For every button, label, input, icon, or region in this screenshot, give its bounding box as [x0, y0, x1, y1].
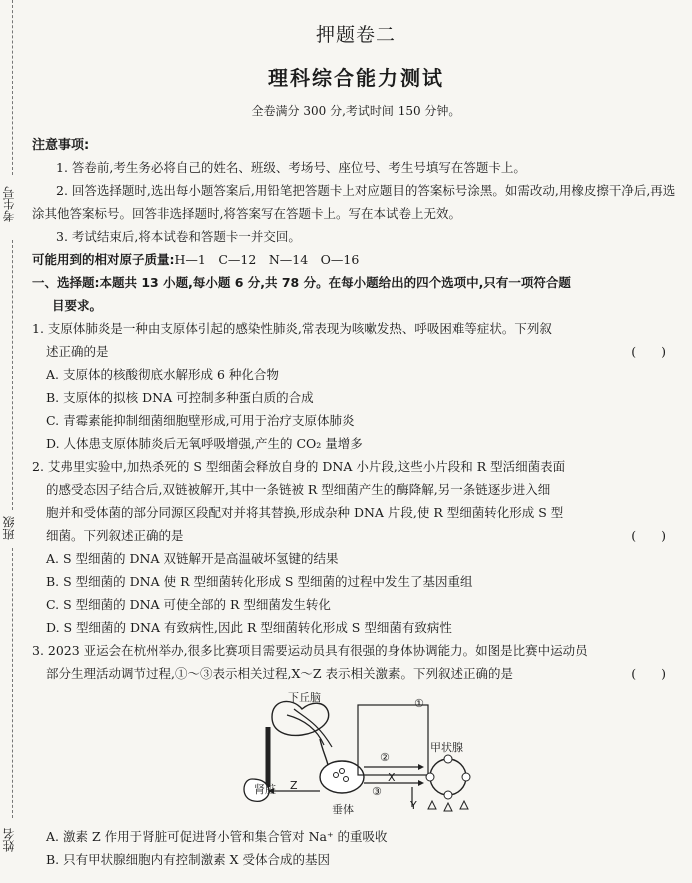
- label-hormone-y: Y: [410, 799, 417, 812]
- hormone-regulation-figure: [32, 687, 680, 825]
- question-1: [32, 317, 680, 455]
- question-2-option-b: B. S 型细菌的 DNA 使 R 型细菌转化形成 S 型细菌的过程中发生了基因重组: [46, 574, 473, 589]
- question-1-stem-line2-wrap: [32, 340, 680, 363]
- question-2: [32, 455, 680, 639]
- hypothalamus-neuron-2: [294, 709, 332, 747]
- answer-bracket: ( ): [631, 528, 666, 543]
- question-3-stem-line1: 3. 2023 亚运会在杭州举办,很多比赛项目需要运动员具有很强的身体协调能力。如图是比赛中运动员: [32, 643, 588, 658]
- question-1-option-c: C. 青霉素能抑制细菌细胞壁形成,可用于治疗支原体肺炎: [46, 413, 355, 428]
- thyroid-lobe-3: [444, 791, 452, 799]
- target-cell-2: [444, 803, 452, 811]
- question-1-stem-line2: 述正确的是: [46, 344, 109, 359]
- question-3: [32, 639, 680, 871]
- question-3-option-a: A. 激素 Z 作用于肾脏可促进肾小管和集合管对 Na⁺ 的重吸收: [46, 829, 388, 844]
- atomic-masses-values: H—1 C—12 N—14 O—16: [174, 252, 360, 267]
- pituitary-body: [320, 761, 364, 793]
- notice-heading: 注意事项:: [32, 138, 90, 153]
- section-heading-line2: 目要求。: [52, 298, 103, 313]
- question-3-option-b: B. 只有甲状腺细胞内有控制激素 X 受体合成的基因: [46, 852, 330, 867]
- question-2-option-c: C. S 型细菌的 DNA 可使全部的 R 型细菌发生转化: [46, 597, 331, 612]
- notice-item-1: 1. 答卷前,考生务必将自己的姓名、班级、考场号、座位号、考生号填写在答题卡上。: [56, 160, 526, 175]
- target-cell-3: [460, 801, 468, 809]
- sidebar-label-candidate-no: 考生号: [2, 186, 16, 222]
- thyroid-ring: [430, 759, 466, 795]
- label-thyroid: 甲状腺: [430, 741, 463, 754]
- question-2-stem-line2-text: 的感受态因子结合后,双链被解开,其中一条链被 R 型细菌产生的酶降解,另一条链逐步进入细: [46, 482, 551, 497]
- thyroid-lobe-4: [426, 773, 434, 781]
- sidebar-label-class: 班级: [2, 516, 16, 540]
- label-process-2: ②: [380, 751, 390, 764]
- pituitary-stalk: [320, 739, 328, 765]
- sidebar-label-name: 姓名: [2, 828, 16, 852]
- question-3-stem-line2-wrap: [32, 662, 680, 685]
- question-2-stem-line2: [32, 478, 680, 501]
- binding-margin: [0, 0, 26, 883]
- target-cell-1: [428, 801, 436, 809]
- question-2-option-d: D. S 型细菌的 DNA 有致病性,因此 R 型细菌转化形成 S 型细菌有致病性: [46, 620, 452, 635]
- label-hypothalamus: 下丘脑: [288, 691, 321, 704]
- exam-title: 押题卷二: [315, 24, 396, 46]
- label-kidney: 肾脏: [254, 783, 276, 796]
- arrow-x-head: [418, 780, 424, 786]
- question-1-stem-line1: 1. 支原体肺炎是一种由支原体引起的感染性肺炎,常表现为咳嗽发热、呼吸困难等症状。下列叙: [32, 321, 552, 336]
- question-2-stem-line1: 2. 艾弗里实验中,加热杀死的 S 型细菌会释放自身的 DNA 小片段,这些小片段和 R 型活细菌表面: [32, 459, 566, 474]
- label-hormone-z: Z: [290, 779, 298, 792]
- process-1-loop: [358, 705, 428, 775]
- question-2-stem-line4-wrap: [32, 524, 680, 547]
- question-3-stem-line2: 部分生理活动调节过程,①～③表示相关过程,X～Z 表示相关激素。下列叙述正确的是: [46, 666, 514, 681]
- label-process-3: ③: [372, 785, 382, 798]
- notice-item-3: 3. 考试结束后,将本试卷和答题卡一并交回。: [56, 229, 301, 244]
- notice-item-2: 2. 回答选择题时,选出每小题答案后,用铅笔把答题卡上对应题目的答案标号涂黑。如需改动,用橡皮擦干净后,再选涂其他答案标号。回答非选择题时,将答案写在答题卡上。写在本试卷上无效。: [32, 183, 676, 221]
- arrow-process-2-head: [418, 764, 424, 770]
- section-heading-line1: 一、选择题:本题共 13 小题,每小题 6 分,共 78 分。在每小题给出的四个选项中,只有一项符合题: [32, 275, 571, 290]
- binding-line-upper: [12, 240, 13, 510]
- question-2-stem-line4: 细菌。下列叙述正确的是: [46, 528, 184, 543]
- label-process-1: ①: [414, 697, 424, 710]
- question-1-option-a: A. 支原体的核酸彻底水解形成 6 种化合物: [46, 367, 279, 382]
- atomic-masses-label: 可能用到的相对原子质量:: [32, 252, 175, 267]
- binding-line-lower: [12, 548, 13, 818]
- thyroid-lobe-1: [444, 755, 452, 763]
- regulation-diagram: [232, 687, 492, 825]
- question-1-option-d: D. 人体患支原体肺炎后无氧呼吸增强,产生的 CO₂ 量增多: [46, 436, 363, 451]
- question-2-stem-line3: [32, 501, 680, 524]
- question-1-option-b: B. 支原体的拟核 DNA 可控制多种蛋白质的合成: [46, 390, 314, 405]
- exam-page: [32, 14, 680, 871]
- atomic-masses: [32, 248, 680, 271]
- answer-bracket: ( ): [631, 344, 666, 359]
- thyroid-lobe-2: [462, 773, 470, 781]
- binding-line-top: [12, 0, 13, 175]
- question-2-stem-line3-text: 胞并和受体菌的部分同源区段配对并将其替换,形成杂种 DNA 片段,使 R 型细菌转化形成 S 型: [46, 505, 564, 520]
- exam-meta: 全卷满分 300 分,考试时间 150 分钟。: [251, 104, 461, 118]
- exam-subtitle: 理科综合能力测试: [268, 66, 444, 90]
- answer-bracket: ( ): [631, 666, 666, 681]
- section-heading: [32, 271, 680, 317]
- label-hormone-x: X: [388, 771, 396, 784]
- question-2-option-a: A. S 型细菌的 DNA 双链解开是高温破坏氢键的结果: [46, 551, 339, 566]
- label-pituitary: 垂体: [332, 803, 354, 816]
